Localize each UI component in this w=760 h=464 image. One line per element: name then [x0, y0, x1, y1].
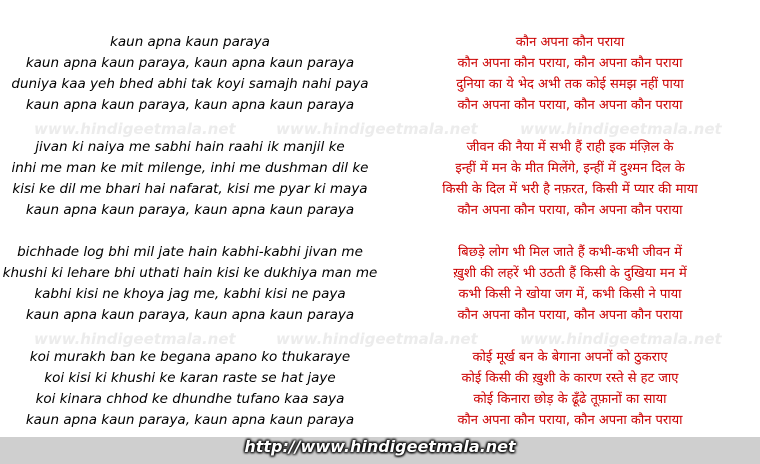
lyric-line: bichhade log bhi mil jate hain kabhi-kabhi jivan me	[17, 244, 363, 260]
lyric-line-hindi: जीवन की नैया में सभी हैं राही इक मंज़िल के	[466, 140, 674, 155]
lyric-line-hindi: कोई किसी की ख़ुशी के कारण रस्ते से हट जाए	[461, 371, 679, 386]
stanza-gap	[380, 221, 760, 242]
lyric-line-hindi: कभी किसी ने खोया जग में, कभी किसी ने पाया	[458, 287, 682, 302]
lyric-line: koi kisi ki khushi ke karan raste se hat jaye	[44, 370, 336, 386]
footer-url-link[interactable]: http://www.hindigeetmala.net	[244, 437, 516, 456]
lyric-line: kaun apna kaun paraya, kaun apna kaun paraya	[25, 202, 355, 218]
watermark: www.hindigeetmala.net	[520, 120, 722, 138]
lyric-line: kaun apna kaun paraya, kaun apna kaun paraya	[25, 307, 355, 323]
lyric-line-hindi: कौन अपना कौन पराया, कौन अपना कौन पराया	[457, 98, 683, 113]
lyric-line: koi kinara chhod ke dhundhe tufano kaa saya	[35, 391, 345, 407]
lyric-line: kaun apna kaun paraya, kaun apna kaun paraya	[25, 97, 355, 113]
lyric-line: kisi ke dil me bhari hai nafarat, kisi me pyar ki maya	[12, 181, 368, 197]
lyric-line-hindi: दुनिया का ये भेद अभी तक कोई समझ नहीं पाया	[456, 77, 684, 92]
watermark: www.hindigeetmala.net	[276, 120, 478, 138]
stanza-gap	[0, 116, 380, 137]
lyric-line-hindi: कौन अपना कौन पराया	[515, 35, 625, 50]
watermark: www.hindigeetmala.net	[276, 330, 478, 348]
roman-lyrics-column	[0, 32, 380, 431]
lyric-line-hindi: कौन अपना कौन पराया, कौन अपना कौन पराया	[457, 413, 683, 428]
lyric-line-hindi: किसी के दिल में भरी है नफ़रत, किसी में प्यार की माया	[442, 182, 698, 197]
lyric-line-hindi: कौन अपना कौन पराया, कौन अपना कौन पराया	[457, 56, 683, 71]
lyric-line: kaun apna kaun paraya, kaun apna kaun paraya	[25, 412, 355, 428]
lyric-line: kaun apna kaun paraya	[110, 34, 270, 50]
lyric-line-hindi: कौन अपना कौन पराया, कौन अपना कौन पराया	[457, 203, 683, 218]
lyric-line: kaun apna kaun paraya, kaun apna kaun paraya	[25, 55, 355, 71]
watermark: www.hindigeetmala.net	[34, 120, 236, 138]
watermark: www.hindigeetmala.net	[34, 330, 236, 348]
lyric-line: khushi ki lehare bhi uthati hain kisi ke dukhiya man me	[2, 265, 378, 281]
lyric-line: koi murakh ban ke begana apano ko thukaraye	[29, 349, 351, 365]
watermark: www.hindigeetmala.net	[520, 330, 722, 348]
lyric-line-hindi: बिछड़े लोग भी मिल जाते हैं कभी-कभी जीवन में	[457, 245, 683, 260]
stanza-gap	[0, 326, 380, 347]
stanza-gap	[380, 116, 760, 137]
lyric-line-hindi: इन्हीं में मन के मीत मिलेंगे, इन्हीं में दुश्मन दिल के	[455, 161, 685, 176]
stanza-gap	[0, 221, 380, 242]
lyric-line: inhi me man ke mit milenge, inhi me dushman dil ke	[11, 160, 369, 176]
lyric-line: jivan ki naiya me sabhi hain raahi ik manjil ke	[35, 139, 345, 155]
lyric-line: duniya kaa yeh bhed abhi tak koyi samajh nahi paya	[11, 76, 369, 92]
lyric-line: kabhi kisi ne khoya jag me, kabhi kisi ne paya	[34, 286, 346, 302]
lyric-line-hindi: कोई मूर्ख बन के बेगाना अपनों को ठुकराए	[472, 350, 668, 365]
hindi-lyrics-column	[380, 32, 760, 431]
stanza-gap	[380, 326, 760, 347]
lyric-line-hindi: कौन अपना कौन पराया, कौन अपना कौन पराया	[457, 308, 683, 323]
lyric-line-hindi: कोई किनारा छोड़ के ढूँढे तूफ़ानों का साया	[473, 392, 667, 407]
lyric-line-hindi: ख़ुशी की लहरें भी उठती हैं किसी के दुखिया मन में	[453, 266, 687, 281]
